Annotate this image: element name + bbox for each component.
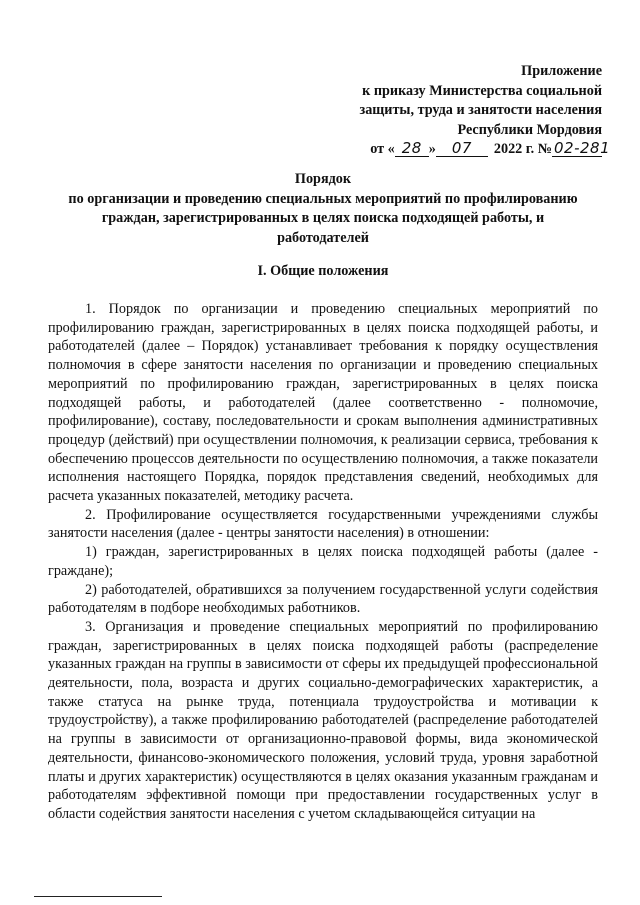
appendix-ministry: защиты, труда и занятости населения bbox=[359, 102, 602, 118]
paragraph-2-item-2: 2) работодателей, обратившихся за получением государственной услуги содействия работодателям в подборе необходимых работников. bbox=[48, 581, 598, 617]
paragraph-3: 3. Организация и проведение специальных мероприятий по профилированию граждан, зарегистрированных в целях поиска подходящей работы (распределение указанных граждан на группы в зависимости от сферы их предыдущей профессиональной деятельности, пола, возраста и других социально-демографических характеристик, а также статуса на рынке труда, потенциала трудоустройства и мотивации к трудоустройству), а также профилированию работодателей (распределение работодателей на группы в зависимости от организационно-правовой формы, вида экономической деятельности, финансово-экономического положения, условий труда, уровня заработной платы и других характеристик) осуществляются в целях оказания указанным гражданам и работодателям эффективной помощи при предоставлении государственных услуг в области содействия занятости населения с учетом складывающейся ситуации на bbox=[48, 618, 598, 822]
date-suffix: 2022 г. № bbox=[493, 141, 552, 157]
date-day-handwritten: 28 bbox=[395, 141, 429, 157]
paragraph-2-item-1: 1) граждан, зарегистрированных в целях поиска подходящей работы (далее - граждане); bbox=[48, 544, 598, 579]
date-mid: » bbox=[428, 141, 436, 157]
date-prefix: от « bbox=[370, 141, 395, 157]
title-line-4: работодателей bbox=[277, 229, 369, 246]
title-line-2: по организации и проведению специальных мероприятий по профилированию bbox=[68, 190, 578, 207]
date-month-handwritten: 07 bbox=[436, 141, 488, 157]
appendix-header bbox=[312, 62, 611, 160]
appendix-region: Республики Мордовия bbox=[457, 121, 602, 138]
footer-divider bbox=[34, 896, 162, 897]
document-body bbox=[48, 300, 598, 824]
document-title bbox=[40, 170, 606, 248]
appendix-date-line bbox=[312, 139, 611, 160]
appendix-label: Приложение bbox=[521, 63, 602, 79]
title-line-3: граждан, зарегистрированных в целях поиска подходящей работы, и bbox=[101, 210, 545, 226]
order-number-handwritten: 02-281 bbox=[554, 139, 611, 157]
title-line-1: Порядок bbox=[294, 171, 352, 187]
paragraph-1: 1. Порядок по организации и проведению специальных мероприятий по профилированию граждан, зарегистрированных в целях поиска подходящей работы, и работодателей (далее – Порядок) устанавливает требования к порядку осуществления полномочия в сфере занятости населения по организации и проведению специальных мероприятий по профилированию граждан, зарегистрированных в целях поиска подходящей работы, и работодателей (далее соответственно - полномочие, профилирование), составу, последовательности и срокам выполнения административных процедур (действий) при осуществлении полномочия, к реализации сервиса, требования к обеспечению процессов деятельности по осуществлению полномочия, а также показатели исполнения настоящего Порядка, порядок представления сведений, необходимых для расчета указанных показателей, методику расчета. bbox=[48, 301, 598, 505]
paragraph-2: 2. Профилирование осуществляется государственными учреждениями службы занятости населения (далее - центры занятости населения) в отношении: bbox=[48, 506, 598, 542]
appendix-order-ref: к приказу Министерства социальной bbox=[362, 82, 602, 99]
section-heading: I. Общие положения bbox=[257, 263, 389, 279]
